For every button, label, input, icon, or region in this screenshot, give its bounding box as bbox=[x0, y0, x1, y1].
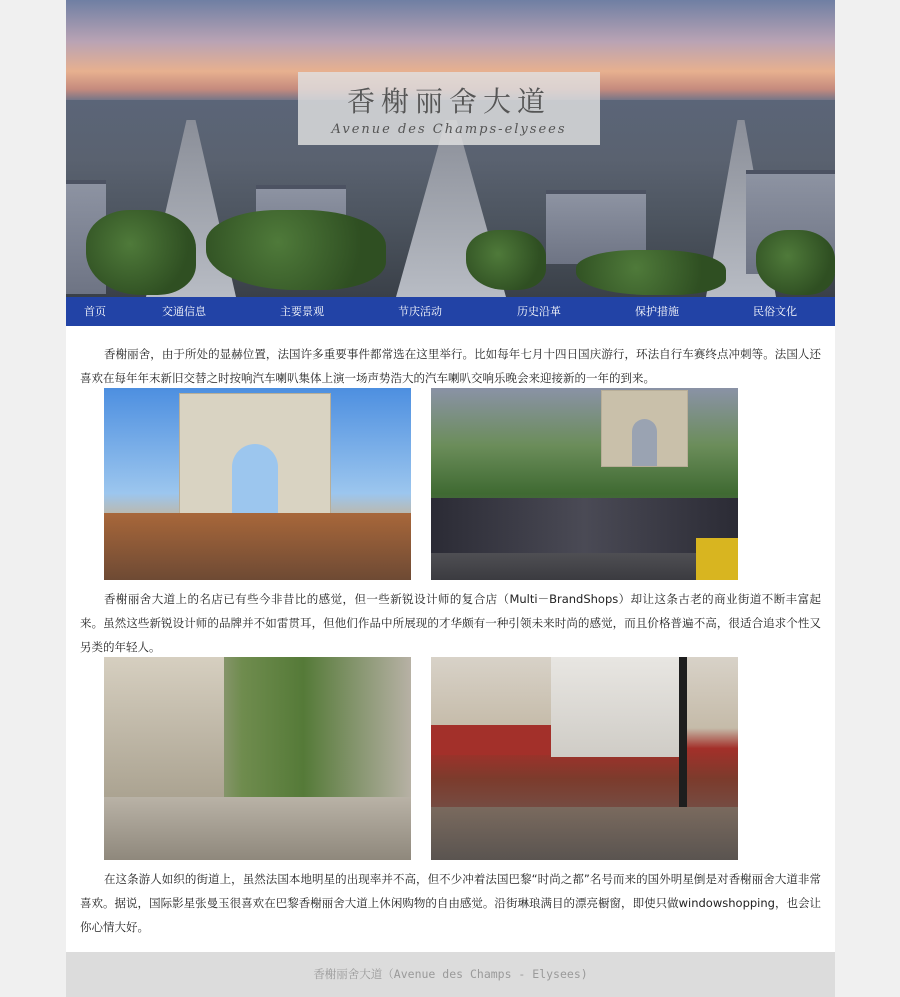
terrace-seating bbox=[431, 807, 738, 860]
nav-item-festivals[interactable]: 节庆活动 bbox=[398, 305, 442, 318]
nav-item-sights[interactable]: 主要景观 bbox=[280, 305, 324, 318]
main-nav bbox=[66, 297, 835, 326]
page-container bbox=[66, 0, 835, 997]
building-facade bbox=[551, 657, 681, 757]
photo-arc-de-triomphe-parade bbox=[104, 388, 411, 580]
site-title: 香榭丽舍大道 bbox=[346, 85, 551, 118]
banner-trees bbox=[466, 230, 546, 290]
nav-item-history[interactable]: 历史沿革 bbox=[517, 305, 561, 318]
arch-shape bbox=[601, 390, 688, 467]
banner-title-box bbox=[298, 72, 600, 145]
nav-item-protection[interactable]: 保护措施 bbox=[635, 305, 679, 318]
photo-avenue-sidewalk bbox=[104, 657, 411, 860]
paragraph-shops: 香榭丽舍大道上的名店已有些今非昔比的感觉，但一些新锐设计师的复合店（Multi－BrandShops）却让这条古老的商业街道不断丰富起来。虽然这些新锐设计师的品牌并不如雷贯耳，但他们作品中所展现的才华颇有一种引领未来时尚的感觉，而且价格普遍不高，很适合追求个性又另类的年轻人。 bbox=[80, 592, 821, 654]
banner-trees bbox=[576, 250, 726, 295]
cyclists-peloton bbox=[431, 498, 738, 553]
nav-item-home[interactable]: 首页 bbox=[84, 305, 106, 318]
photo-tour-de-france bbox=[431, 388, 738, 580]
sidewalk bbox=[104, 797, 411, 860]
header-banner bbox=[66, 0, 835, 297]
storefront-buildings bbox=[104, 657, 224, 807]
nav-item-traffic[interactable]: 交通信息 bbox=[162, 305, 206, 318]
roadside-barrier bbox=[696, 538, 738, 580]
nav-item-folk-culture[interactable]: 民俗文化 bbox=[753, 305, 797, 318]
banner-trees bbox=[756, 230, 835, 295]
banner-trees bbox=[206, 210, 386, 290]
paragraph-celebrities: 在这条游人如织的街道上，虽然法国本地明星的出现率并不高，但不少冲着法国巴黎“时尚之都”名号而来的国外明星倒是对香榭丽舍大道非常喜欢。据说，国际影星张曼玉很喜欢在巴黎香榭丽舍大道上休闲购物的自由感觉。沿街琳琅满目的漂亮橱窗，即使只做windowshopping，也会让你心情大好。 bbox=[80, 872, 821, 934]
arch-shape bbox=[179, 393, 331, 530]
footer-text: 香榭丽舍大道（Avenue des Champs - Elysees) bbox=[313, 967, 588, 981]
cavalry-riders bbox=[104, 513, 411, 580]
site-subtitle: Avenue des Champs-elysees bbox=[331, 122, 567, 137]
paragraph-events: 香榭丽舍，由于所处的显赫位置，法国许多重要事件都常选在这里举行。比如每年七月十四日国庆游行，环法自行车赛终点冲刺等。法国人还喜欢在每年年末新旧交替之时按响汽车喇叭集体上演一场声势浩大的汽车喇叭交响乐晚会来迎接新的一年的到来。 bbox=[80, 347, 821, 385]
page-footer bbox=[66, 952, 835, 997]
banner-trees bbox=[86, 210, 196, 295]
photo-cafe-terrace bbox=[431, 657, 738, 860]
